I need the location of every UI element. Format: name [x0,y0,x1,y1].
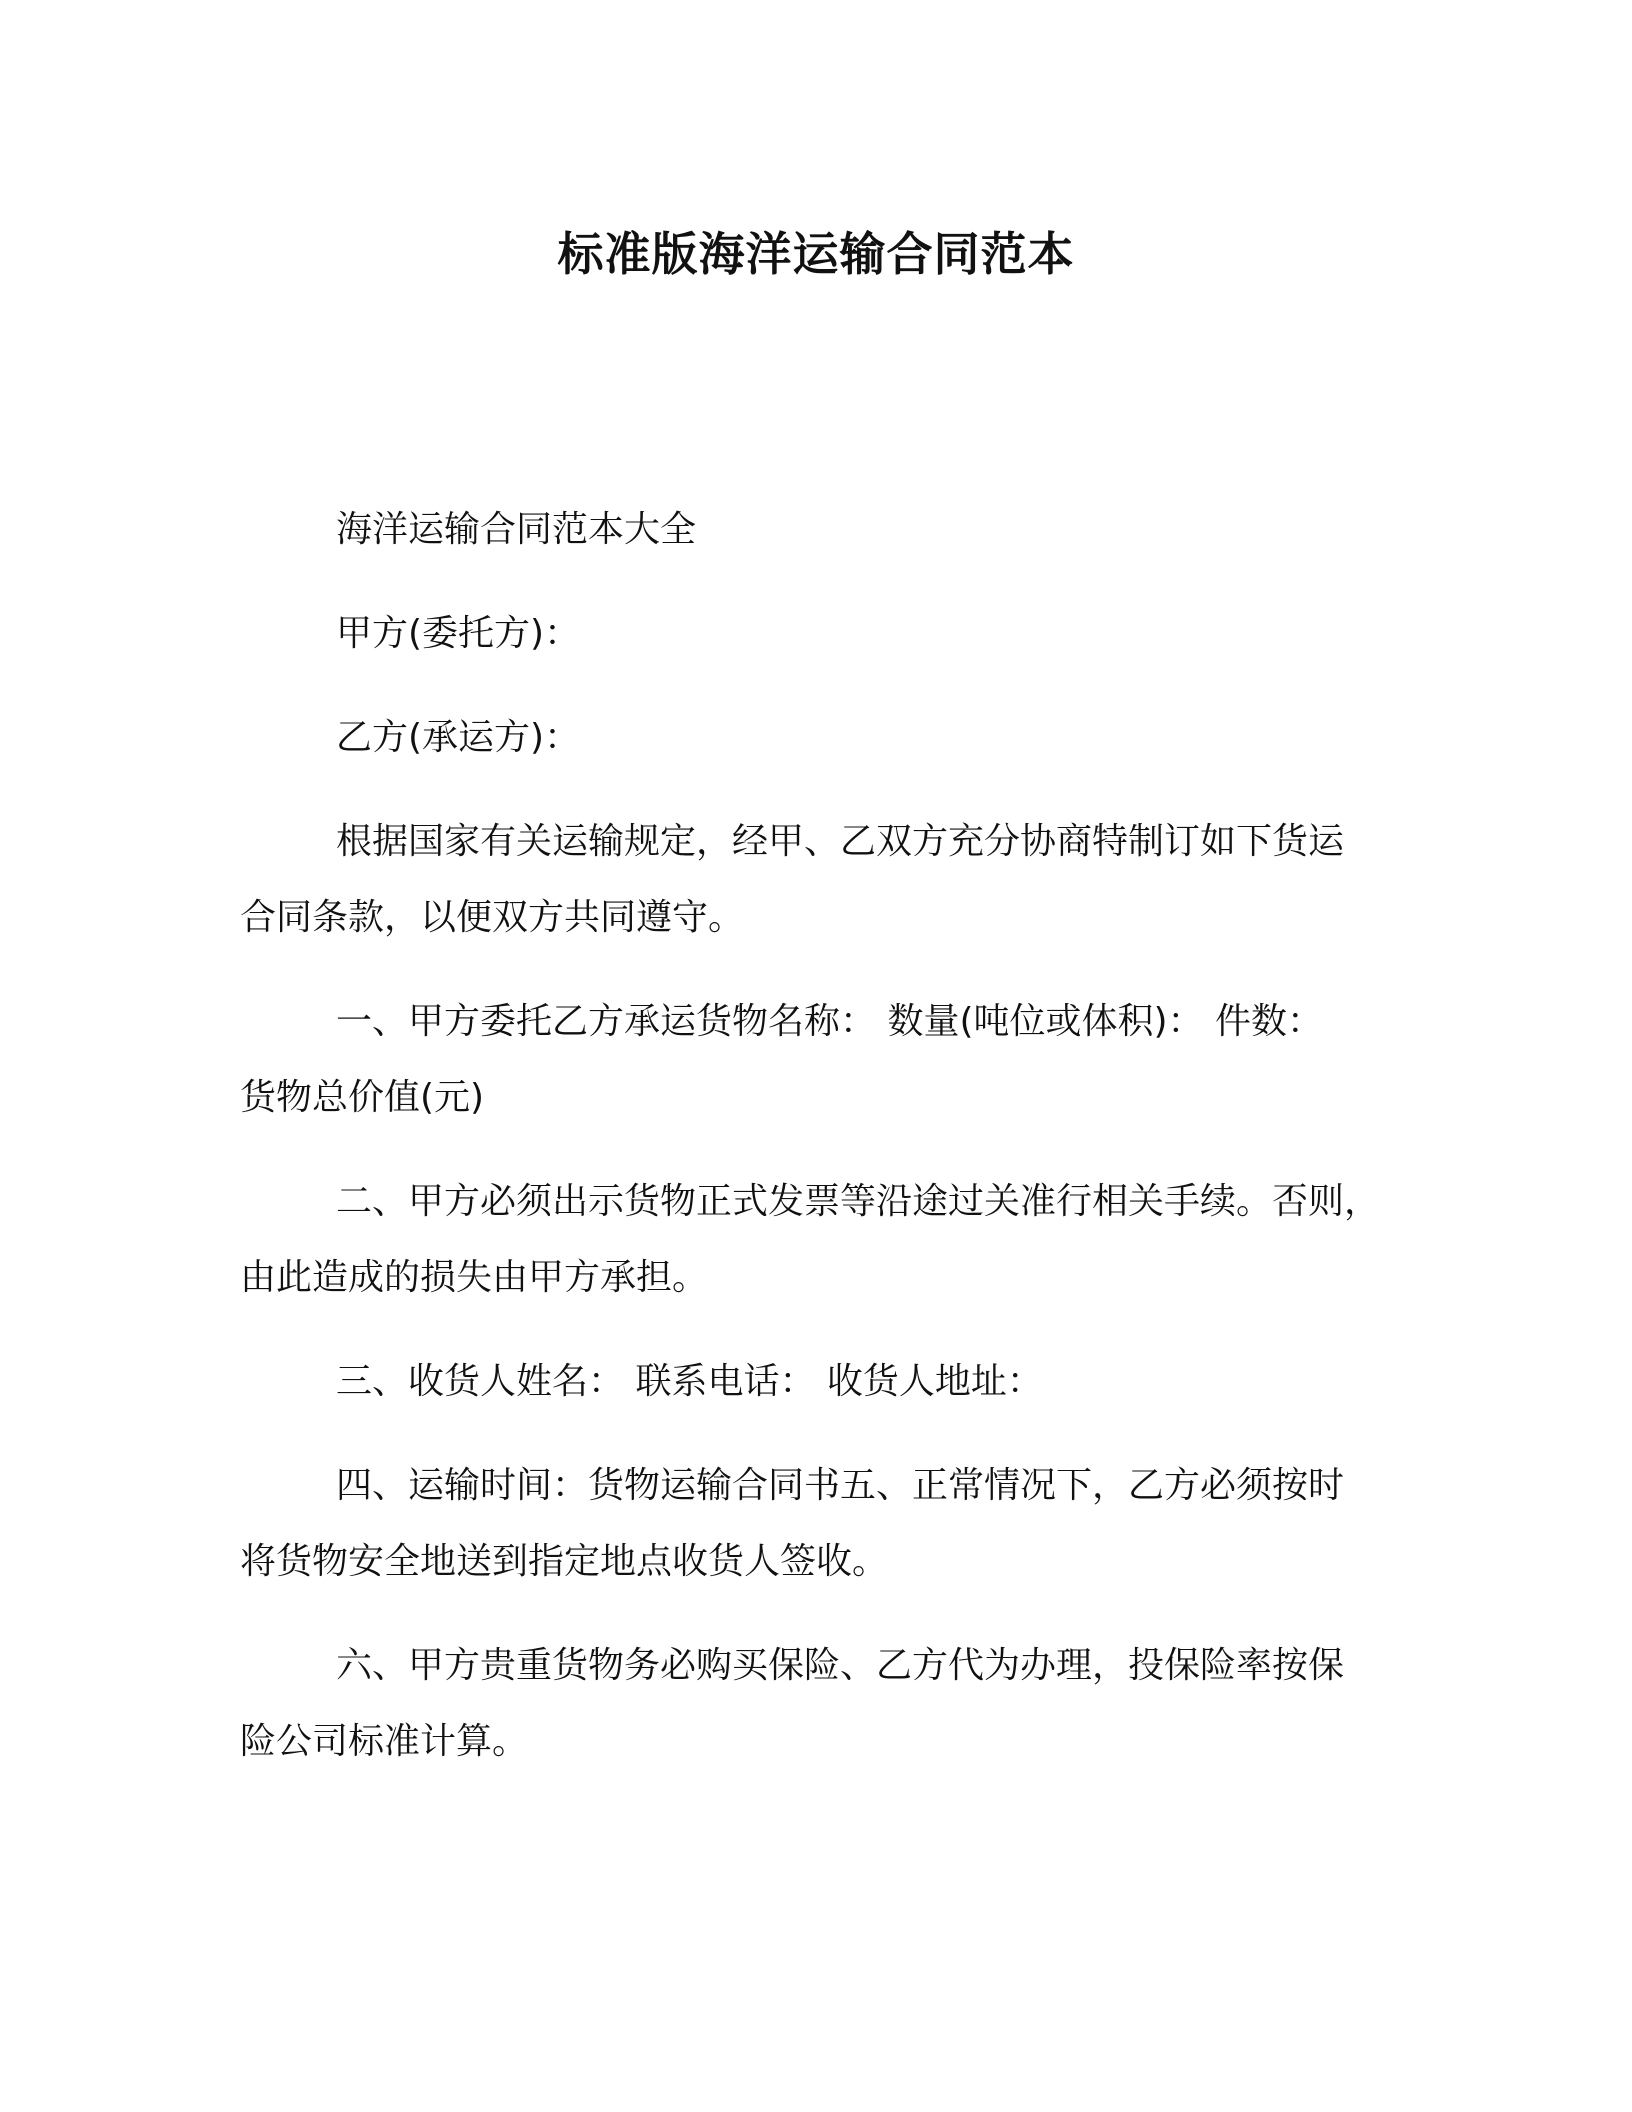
clause-4-line-2: 将货物安全地送到指定地点收货人签收。 [240,1541,889,1582]
clause-1-line-1: 一、甲方委托乙方承运货物名称： 数量(吨位或体积)： 件数： [336,1001,1323,1042]
clause-6-line-1: 六、甲方贵重货物务必购买保险、乙方代为办理，投保险率按保 [336,1645,1345,1686]
document-subtitle: 海洋运输合同范本大全 [336,509,697,550]
paragraph-preamble-line-2: 合同条款，以便双方共同遵守。 [240,897,745,938]
clause-2-line-1: 二、甲方必须出示货物正式发票等沿途过关准行相关手续。否则， [336,1181,1381,1222]
clause-1-line-2: 货物总价值(元) [240,1077,485,1118]
party-a-label: 甲方(委托方)： [336,613,581,654]
clause-3-line-1: 三、收货人姓名： 联系电话： 收货人地址： [336,1361,1043,1402]
party-b-label: 乙方(承运方)： [336,717,581,758]
document-title: 标准版海洋运输合同范本 [557,227,1075,281]
paragraph-preamble-line-1: 根据国家有关运输规定，经甲、乙双方充分协商特制订如下货运 [336,821,1345,862]
clause-6-line-2: 险公司标准计算。 [240,1721,529,1762]
clause-2-line-2: 由此造成的损失由甲方承担。 [240,1257,709,1298]
clause-4-line-1: 四、运输时间：货物运输合同书五、正常情况下，乙方必须按时 [336,1465,1345,1506]
